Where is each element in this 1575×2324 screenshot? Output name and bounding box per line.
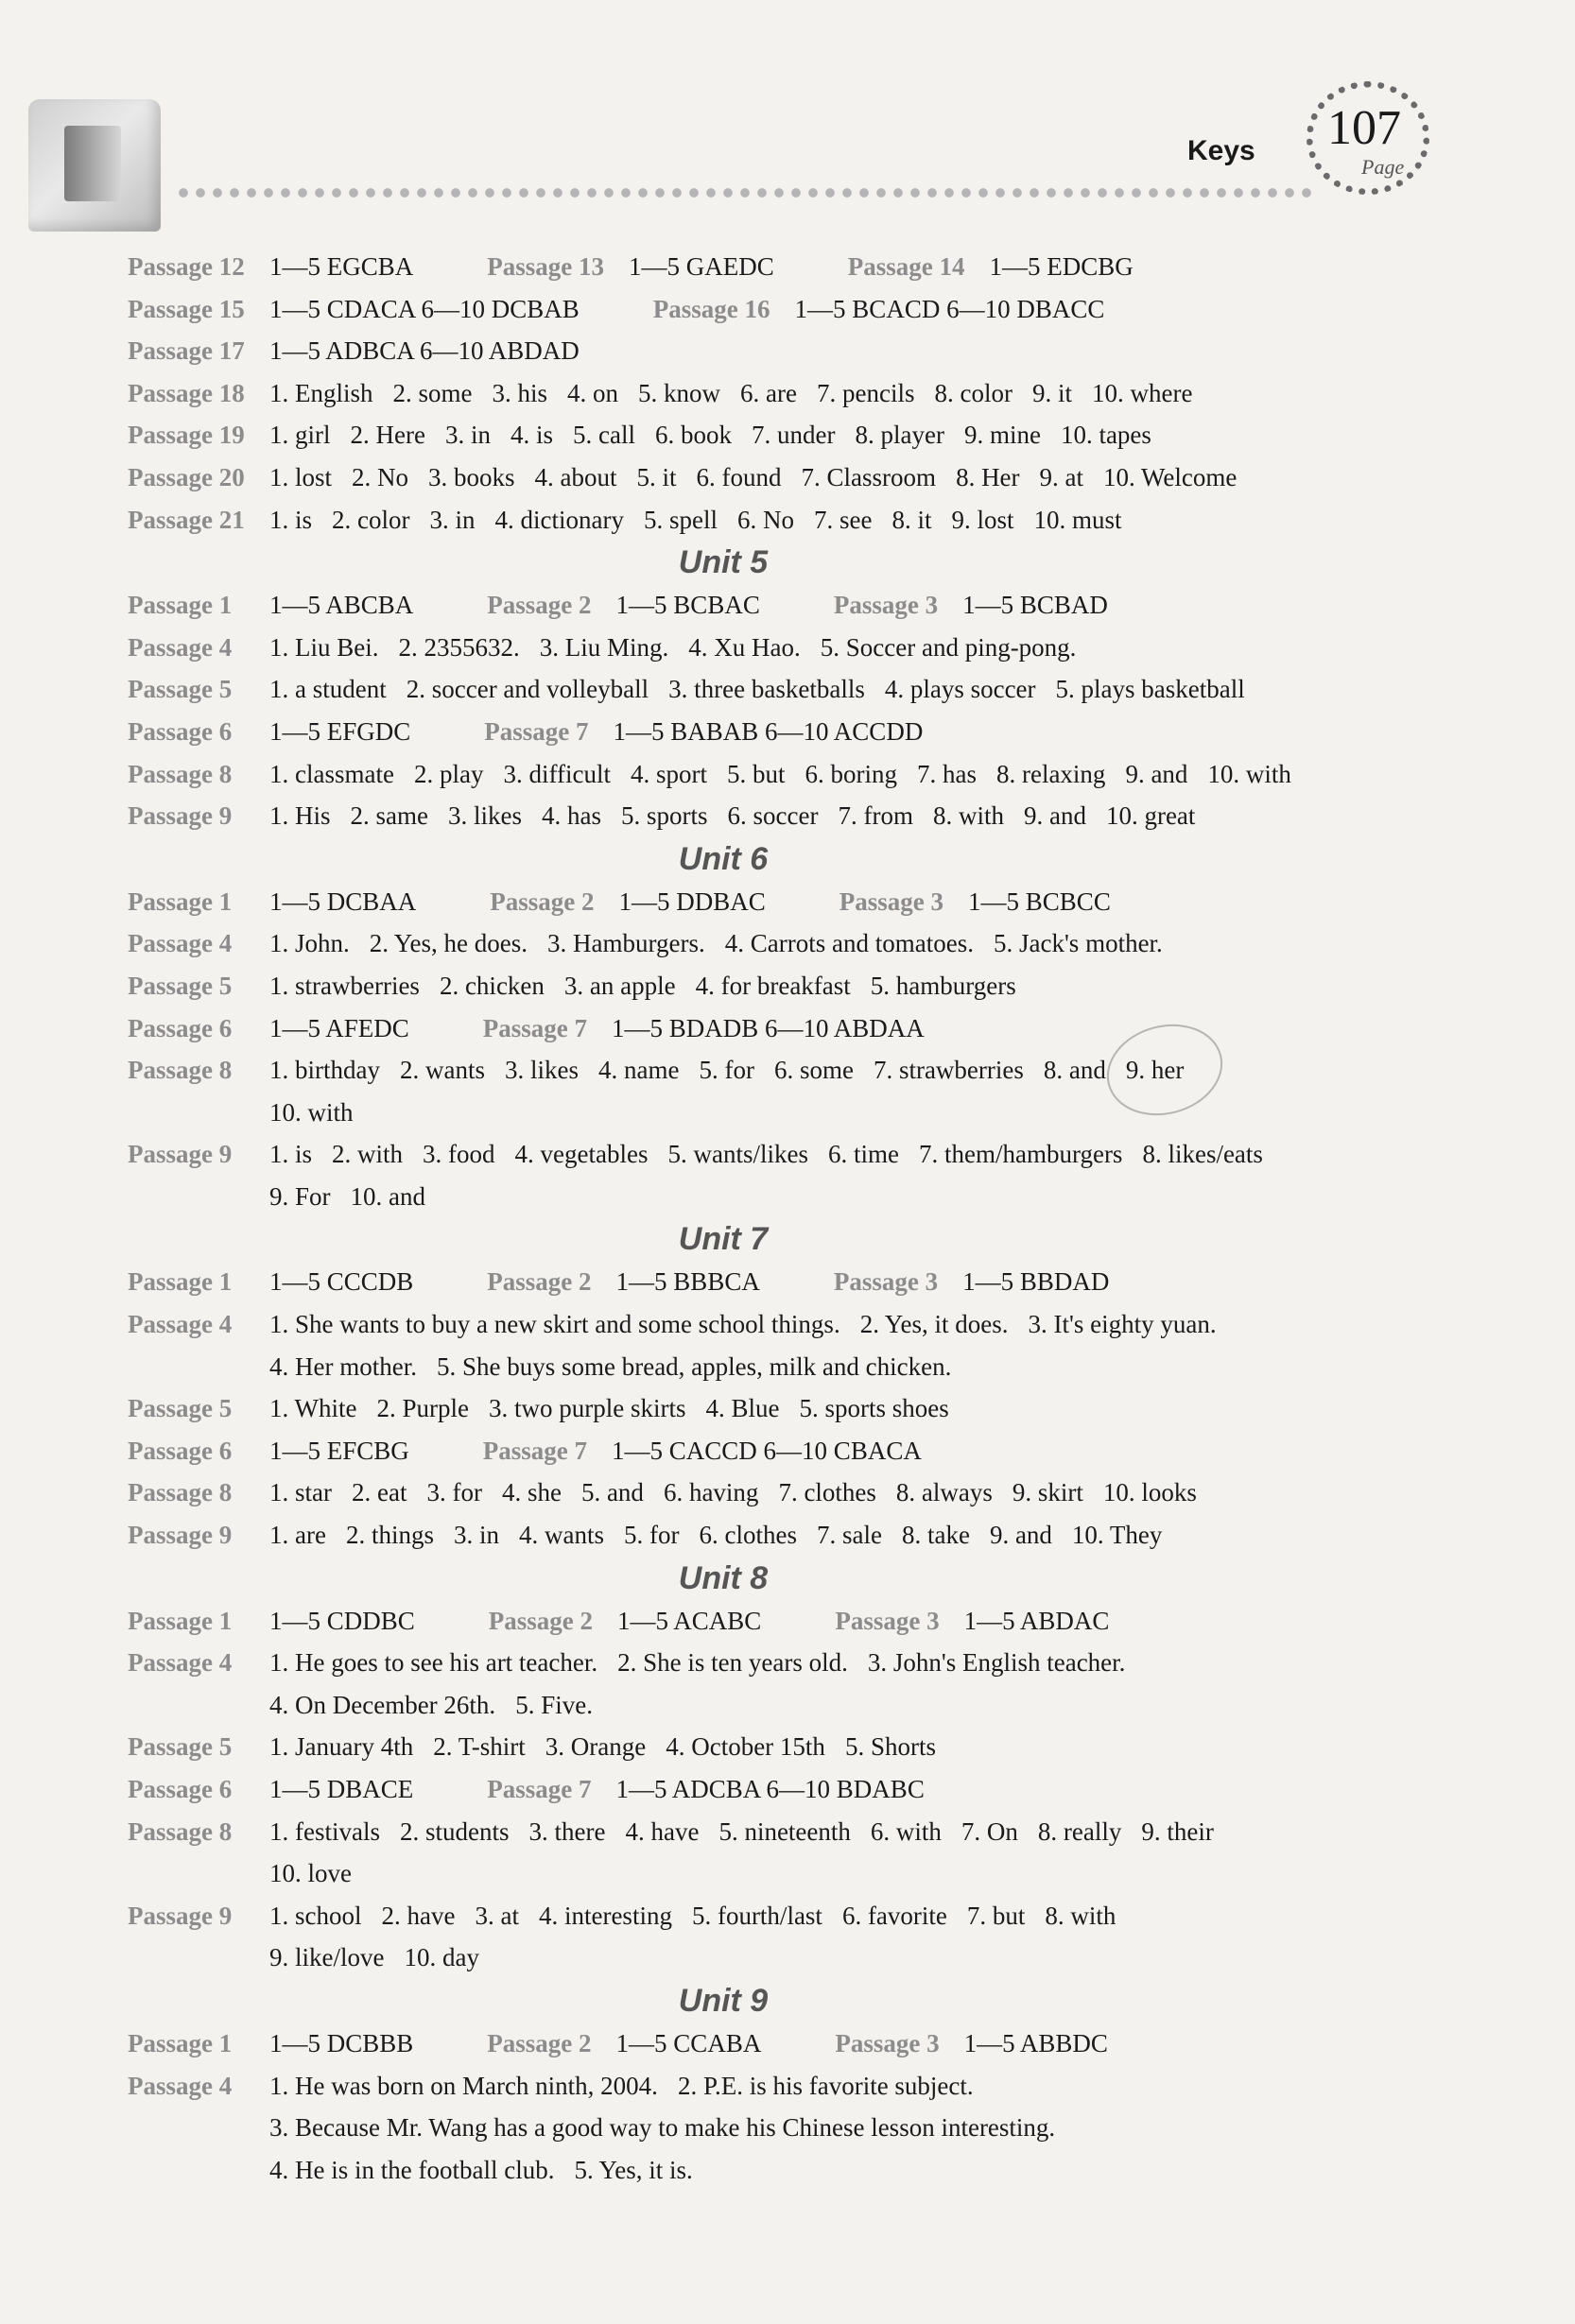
passage-label: Passage 5 [128, 1394, 233, 1423]
passage-label: Passage 2 [487, 1267, 592, 1297]
passage-row [128, 1387, 1432, 1430]
answer-item: 3. food [423, 1140, 495, 1169]
answer-item: 1. birthday [269, 1056, 380, 1085]
answer-item: 10. looks [1102, 1478, 1197, 1507]
answer-item: 5. nineteenth [718, 1816, 851, 1846]
answer-item: 4. dictionary [494, 505, 624, 534]
passage-label: Passage 17 [128, 336, 245, 366]
passage-answer: 1—5 EFCBG [269, 1436, 409, 1465]
passage-answer: 1—5 DBACE [269, 1775, 414, 1803]
passage-label: Passage 2 [487, 591, 592, 620]
answer-item: 3. two purple skirts [488, 1394, 686, 1423]
passage-row-continued [128, 1346, 1432, 1388]
answer-item: 2. Here [350, 421, 425, 450]
passage-answer: 1—5 BCACD 6—10 DBACC [794, 294, 1105, 323]
answer-item: 1. are [269, 1521, 326, 1550]
answer-item: 5. Soccer and ping-pong. [820, 632, 1077, 662]
passage-label: Passage 1 [128, 887, 233, 916]
answer-item: 2. wants [399, 1056, 485, 1085]
passage-row [128, 330, 1432, 372]
answer-item: 5. know [638, 378, 721, 407]
answer-item: 2. soccer and volleyball [406, 675, 649, 704]
passage-label: Passage 2 [488, 1606, 594, 1635]
passage-row-continued [128, 1176, 1432, 1218]
header-dotted-rule [175, 185, 1315, 200]
unit-heading: Unit 6 [678, 840, 769, 877]
answer-item: 4. wants [519, 1521, 604, 1550]
passage-label: Passage 8 [128, 1478, 233, 1507]
passage-label: Passage 4 [128, 1648, 233, 1678]
answer-item: 7. under [751, 421, 836, 450]
passage-label: Passage 1 [128, 591, 233, 620]
passage-label: Passage 9 [128, 1521, 233, 1550]
answer-item: 9. their [1141, 1816, 1214, 1846]
answer-item: 4. she [501, 1478, 562, 1507]
answer-item: 1. girl [269, 421, 331, 450]
answer-item: 9. it [1031, 378, 1072, 407]
passage-row [128, 2023, 1432, 2065]
passage-answer: 1—5 CCCDB [269, 1267, 414, 1297]
passage-label: Passage 12 [128, 252, 245, 281]
passage-label: Passage 7 [482, 1436, 588, 1465]
answer-item: 2. 2355632. [398, 632, 520, 662]
passage-label: Passage 20 [128, 462, 245, 491]
answer-item: 8. it [891, 505, 932, 534]
passage-label: Passage 1 [128, 1606, 233, 1635]
answer-item: 5. Yes, it is. [574, 2155, 693, 2184]
passage-label: Passage 2 [487, 2028, 592, 2057]
answer-item: 2. eat [351, 1478, 407, 1507]
answer-key-content [128, 246, 1432, 2191]
passage-answer: 1—5 EDCBG [989, 252, 1134, 281]
passage-label: Passage 4 [128, 1310, 233, 1339]
passage-answer: 1—5 ABCBA [269, 591, 414, 620]
passage-answer: 1—5 DCBAA [269, 887, 417, 916]
page-number-badge [1312, 87, 1435, 200]
passage-label: Passage 6 [128, 1436, 233, 1465]
passage-label: Passage 3 [833, 591, 939, 620]
passage-label: Passage 8 [128, 759, 233, 788]
answer-item: 8. and [1043, 1056, 1106, 1085]
answer-item: 1. She wants to buy a new skirt and some school things. [269, 1310, 840, 1339]
answer-item: 9. lost [951, 505, 1014, 534]
passage-label: Passage 4 [128, 632, 233, 662]
answer-item: 1. school [269, 1901, 362, 1930]
answer-item: 1. English [269, 378, 373, 407]
answer-item: 10. They [1071, 1521, 1163, 1550]
answer-item: 8. color [934, 378, 1012, 407]
unit-heading: Unit 9 [678, 1982, 769, 2019]
answer-item: 1. His [269, 801, 331, 831]
answer-item: 9. at [1039, 462, 1084, 491]
answer-item: 2. things [345, 1521, 434, 1550]
answer-item: 4. Xu Hao. [688, 632, 801, 662]
answer-item: 10. where [1091, 378, 1193, 407]
passage-row [128, 1811, 1432, 1853]
passage-row [128, 1430, 1432, 1472]
answer-item: 2. with [332, 1140, 404, 1169]
answer-item: 5. sports shoes [799, 1394, 949, 1423]
answer-item: 8. Her [956, 462, 1020, 491]
answer-item: 3. at [475, 1901, 519, 1930]
passage-answer: 1—5 BCBAD [962, 591, 1108, 620]
passage-row [128, 711, 1432, 753]
answer-item: 6. some [773, 1056, 854, 1085]
passage-row [128, 372, 1432, 415]
answer-item: 3. in [453, 1521, 499, 1550]
answer-item: 6. No [736, 505, 794, 534]
answer-item: 10. must [1033, 505, 1122, 534]
answer-item: 6. are [740, 378, 797, 407]
answer-item: 10. with [269, 1097, 354, 1127]
answer-item: 3. likes [504, 1056, 579, 1085]
answer-item: 4. He is in the football club. [269, 2155, 555, 2184]
answer-item: 3. Liu Ming. [539, 632, 669, 662]
passage-row [128, 1726, 1432, 1768]
answer-item: 8. relaxing [995, 759, 1106, 788]
answer-item: 3. in [429, 505, 476, 534]
passage-row [128, 1472, 1432, 1514]
passage-answer: 1—5 BABAB 6—10 ACCDD [613, 716, 924, 746]
passage-row [128, 288, 1432, 331]
passage-row-continued [128, 1684, 1432, 1727]
answer-item: 2. T-shirt [433, 1732, 526, 1762]
answer-item: 3. John's English teacher. [867, 1648, 1126, 1678]
passage-label: Passage 13 [487, 252, 605, 281]
passage-answer: 1—5 EGCBA [269, 252, 414, 281]
answer-item: 4. Her mother. [269, 1351, 417, 1381]
passage-label: Passage 9 [128, 801, 233, 831]
answer-item: 10. great [1105, 801, 1196, 831]
passage-answer: 1—5 ADBCA 6—10 ABDAD [269, 336, 580, 366]
passage-row [128, 2065, 1432, 2108]
answer-item: 3. Orange [545, 1732, 647, 1762]
answer-item: 2. color [332, 505, 410, 534]
answer-item: 3. in [444, 421, 491, 450]
answer-item: 8. always [895, 1478, 993, 1507]
passage-label: Passage 7 [487, 1775, 592, 1803]
answer-item: 3. there [528, 1816, 606, 1846]
answer-item: 3. It's eighty yuan. [1028, 1310, 1217, 1339]
answer-item: 1. lost [269, 462, 333, 491]
answer-item: 10. day [404, 1943, 479, 1972]
answer-item: 5. hamburgers [870, 971, 1016, 1000]
answer-item: 9. and [1023, 801, 1086, 831]
answer-item: 5. and [580, 1478, 644, 1507]
answer-item: 8. take [901, 1521, 970, 1550]
passage-label: Passage 14 [847, 252, 965, 281]
keys-label: Keys [1187, 135, 1255, 166]
passage-label: Passage 5 [128, 675, 233, 704]
passage-row [128, 881, 1432, 923]
answer-item: 5. fourth/last [691, 1901, 822, 1930]
answer-item: 1. John. [269, 929, 350, 958]
passage-row [128, 584, 1432, 627]
passage-answer: 1—5 GAEDC [629, 252, 774, 281]
answer-item: 5. Five. [515, 1690, 593, 1719]
answer-item: 1. festivals [269, 1816, 380, 1846]
answer-item: 1. Liu Bei. [269, 632, 379, 662]
answer-item: 3. his [492, 378, 548, 407]
answer-item: 4. name [597, 1056, 680, 1085]
page-word: Page [1361, 155, 1405, 179]
passage-label: Passage 3 [833, 1267, 939, 1297]
answer-item: 9. and [1125, 759, 1188, 788]
passage-row [128, 753, 1432, 796]
answer-item: 2. same [350, 801, 428, 831]
answer-item: 6. boring [805, 759, 897, 788]
answer-item: 2. students [399, 1816, 510, 1846]
answer-item: 4. have [625, 1816, 700, 1846]
passage-row [128, 1642, 1432, 1684]
passage-label: Passage 16 [652, 294, 770, 323]
passage-answer: 1—5 BBBCA [615, 1267, 760, 1297]
passage-row [128, 246, 1432, 288]
passage-label: Passage 5 [128, 1732, 233, 1762]
answer-item: 6. favorite [841, 1901, 947, 1930]
answer-item: 2. P.E. is his favorite subject. [677, 2071, 974, 2100]
unit-heading: Unit 7 [678, 1221, 769, 1258]
passage-answer: 1—5 ABDAC [963, 1606, 1110, 1635]
passage-label: Passage 1 [128, 1267, 233, 1297]
answer-item: 1. star [269, 1478, 332, 1507]
answer-item: 8. with [1045, 1901, 1116, 1930]
answer-item: 1. He goes to see his art teacher. [269, 1648, 598, 1678]
passage-answer: 1—5 CDACA 6—10 DCBAB [269, 294, 580, 323]
passage-label: Passage 15 [128, 294, 245, 323]
passage-label: Passage 2 [490, 887, 595, 916]
passage-row [128, 1007, 1432, 1050]
answer-item: 9. skirt [1012, 1478, 1083, 1507]
answer-item: 7. see [813, 505, 873, 534]
answer-item: 4. on [567, 378, 619, 407]
answer-item: 7. pencils [817, 378, 915, 407]
answer-item: 4. October 15th [666, 1732, 825, 1762]
passage-answer: 1—5 EFGDC [269, 716, 411, 746]
passage-label: Passage 8 [128, 1056, 233, 1085]
passage-answer: 1—5 ABBDC [963, 2028, 1108, 2057]
passage-label: Passage 5 [128, 971, 233, 1000]
passage-label: Passage 3 [839, 887, 944, 916]
passage-label: Passage 9 [128, 1901, 233, 1930]
passage-row [128, 627, 1432, 669]
answer-item: 8. with [932, 801, 1004, 831]
answer-item: 10. tapes [1060, 421, 1151, 450]
answer-item: 10. with [1207, 759, 1291, 788]
passage-label: Passage 18 [128, 378, 245, 407]
passage-label: Passage 21 [128, 505, 245, 534]
answer-item: 3. an apple [563, 971, 676, 1000]
page-number: 107 [1327, 101, 1401, 155]
answer-item: 9. and [989, 1521, 1052, 1550]
answer-item: 3. difficult [503, 759, 611, 788]
passage-label: Passage 6 [128, 716, 233, 746]
answer-item: 2. have [381, 1901, 456, 1930]
passage-row [128, 1768, 1432, 1811]
answer-item: 4. Blue [705, 1394, 780, 1423]
answer-item: 10. Welcome [1103, 462, 1238, 491]
answer-item: 5. Shorts [844, 1732, 936, 1762]
passage-label: Passage 19 [128, 421, 245, 450]
answer-item: 2. play [413, 759, 484, 788]
answer-item: 3. Because Mr. Wang has a good way to make his Chinese lesson interesting. [269, 2113, 1056, 2143]
answer-item: 4. interesting [538, 1901, 672, 1930]
answer-item: 5. plays basketball [1055, 675, 1245, 704]
answer-item: 3. three basketballs [668, 675, 865, 704]
answer-item: 5. spell [643, 505, 718, 534]
answer-item: 7. clothes [778, 1478, 876, 1507]
answer-item: 7. them/hamburgers [918, 1140, 1123, 1169]
passage-row-continued [128, 1852, 1432, 1895]
answer-item: 2. chicken [439, 971, 545, 1000]
answer-item: 5. but [726, 759, 786, 788]
passage-row [128, 1049, 1432, 1092]
passage-row [128, 1600, 1432, 1643]
answer-item: 10. love [269, 1859, 352, 1888]
passage-answer: 1—5 BDADB 6—10 ABDAA [612, 1013, 925, 1042]
answer-item: 1. classmate [269, 759, 394, 788]
answer-item: 2. No [352, 462, 409, 491]
passage-label: Passage 6 [128, 1775, 233, 1803]
answer-item: 1. He was born on March ninth, 2004. [269, 2071, 658, 2100]
unit-heading: Unit 5 [678, 544, 769, 581]
answer-item: 6. time [827, 1140, 899, 1169]
passage-label: Passage 3 [835, 1606, 940, 1635]
answer-item: 7. has [916, 759, 977, 788]
passage-label: Passage 4 [128, 929, 233, 958]
answer-item: 7. Classroom [801, 462, 937, 491]
passage-label: Passage 3 [835, 2028, 940, 2057]
answer-item: 7. from [838, 801, 913, 831]
passage-row [128, 795, 1432, 837]
passage-row-continued [128, 1937, 1432, 1979]
passage-answer: 1—5 DDBAC [618, 887, 766, 916]
passage-row [128, 922, 1432, 965]
answer-item: 5. for [624, 1521, 680, 1550]
passage-row [128, 499, 1432, 542]
answer-item: 4. Carrots and tomatoes. [724, 929, 974, 958]
passage-row [128, 414, 1432, 456]
answer-item: 8. likes/eats [1142, 1140, 1263, 1169]
answer-item: 2. Yes, it does. [859, 1310, 1009, 1339]
answer-item: 4. vegetables [514, 1140, 649, 1169]
answer-item: 8. player [855, 421, 944, 450]
answer-item: 7. but [966, 1901, 1026, 1930]
answer-item: 9. like/love [269, 1943, 385, 1972]
answer-item: 2. She is ten years old. [617, 1648, 848, 1678]
passage-row-continued [128, 2149, 1432, 2192]
passage-answer: 1—5 BCBAC [615, 591, 760, 620]
passage-row [128, 1303, 1432, 1346]
passage-answer: 1—5 BBDAD [962, 1267, 1110, 1297]
answer-item: 3. for [426, 1478, 482, 1507]
answer-item: 2. Yes, he does. [369, 929, 528, 958]
passage-row [128, 965, 1432, 1007]
answer-item: 7. sale [816, 1521, 882, 1550]
answer-item: 7. strawberries [873, 1056, 1024, 1085]
answer-item: 1. January 4th [269, 1732, 414, 1762]
answer-item: 6. found [696, 462, 782, 491]
answer-item: 4. has [542, 801, 601, 831]
passage-label: Passage 1 [128, 2028, 233, 2057]
answer-item: 9. her [1125, 1056, 1185, 1085]
answer-item: 10. and [350, 1181, 425, 1211]
answer-item: 4. On December 26th. [269, 1690, 496, 1719]
answer-item: 7. On [961, 1816, 1018, 1846]
passage-answer: 1—5 AFEDC [269, 1013, 409, 1042]
answer-item: 4. for breakfast [695, 971, 851, 1000]
passage-row [128, 1514, 1432, 1557]
answer-item: 5. sports [621, 801, 708, 831]
passage-label: Passage 9 [128, 1140, 233, 1169]
unit-heading: Unit 8 [678, 1559, 769, 1596]
passage-answer: 1—5 CCABA [615, 2028, 762, 2057]
passage-answer: 1—5 CDDBC [269, 1606, 415, 1635]
passage-answer: 1—5 ACABC [617, 1606, 762, 1635]
passage-label: Passage 4 [128, 2071, 233, 2100]
answer-item: 4. is [510, 421, 553, 450]
passage-label: Passage 7 [484, 716, 589, 746]
answer-item: 6. soccer [727, 801, 819, 831]
answer-item: 8. really [1037, 1816, 1122, 1846]
passage-label: Passage 6 [128, 1013, 233, 1042]
answer-item: 9. mine [963, 421, 1041, 450]
passage-row-continued [128, 1092, 1432, 1134]
answer-item: 6. book [654, 421, 732, 450]
passage-label: Passage 7 [482, 1013, 588, 1042]
answer-item: 1. White [269, 1394, 357, 1423]
passage-row [128, 1133, 1432, 1176]
answer-item: 1. strawberries [269, 971, 420, 1000]
answer-item: 3. books [428, 462, 515, 491]
answer-item: 4. plays soccer [884, 675, 1036, 704]
passage-answer: 1—5 BCBCC [968, 887, 1111, 916]
answer-item: 1. is [269, 1140, 313, 1169]
answer-item: 5. wants/likes [667, 1140, 808, 1169]
passage-answer: 1—5 CACCD 6—10 CBACA [612, 1436, 922, 1465]
answer-item: 3. Hamburgers. [547, 929, 705, 958]
answer-item: 2. some [392, 378, 473, 407]
answer-item: 5. She buys some bread, apples, milk and chicken. [436, 1351, 952, 1381]
answer-item: 5. Jack's mother. [993, 929, 1163, 958]
answer-item: 5. call [573, 421, 635, 450]
passage-row-continued [128, 2107, 1432, 2149]
answer-item: 1. is [269, 505, 313, 534]
passage-row [128, 668, 1432, 711]
answer-item: 6. clothes [699, 1521, 797, 1550]
answer-item: 2. Purple [376, 1394, 469, 1423]
answer-item: 6. having [663, 1478, 759, 1507]
answer-item: 1. a student [269, 675, 387, 704]
answer-item: 4. sport [630, 759, 707, 788]
passage-row [128, 1895, 1432, 1937]
passage-label: Passage 8 [128, 1816, 233, 1846]
passage-answer: 1—5 ADCBA 6—10 BDABC [615, 1775, 925, 1803]
answer-item: 4. about [534, 462, 617, 491]
answer-item: 5. it [636, 462, 677, 491]
answer-item: 9. For [269, 1181, 331, 1211]
passage-answer: 1—5 DCBBB [269, 2028, 414, 2057]
answer-item: 5. for [699, 1056, 754, 1085]
corner-decoration-graphic [28, 99, 161, 232]
passage-row [128, 1261, 1432, 1303]
passage-row [128, 456, 1432, 499]
answer-item: 6. with [870, 1816, 942, 1846]
answer-item: 3. likes [448, 801, 522, 831]
